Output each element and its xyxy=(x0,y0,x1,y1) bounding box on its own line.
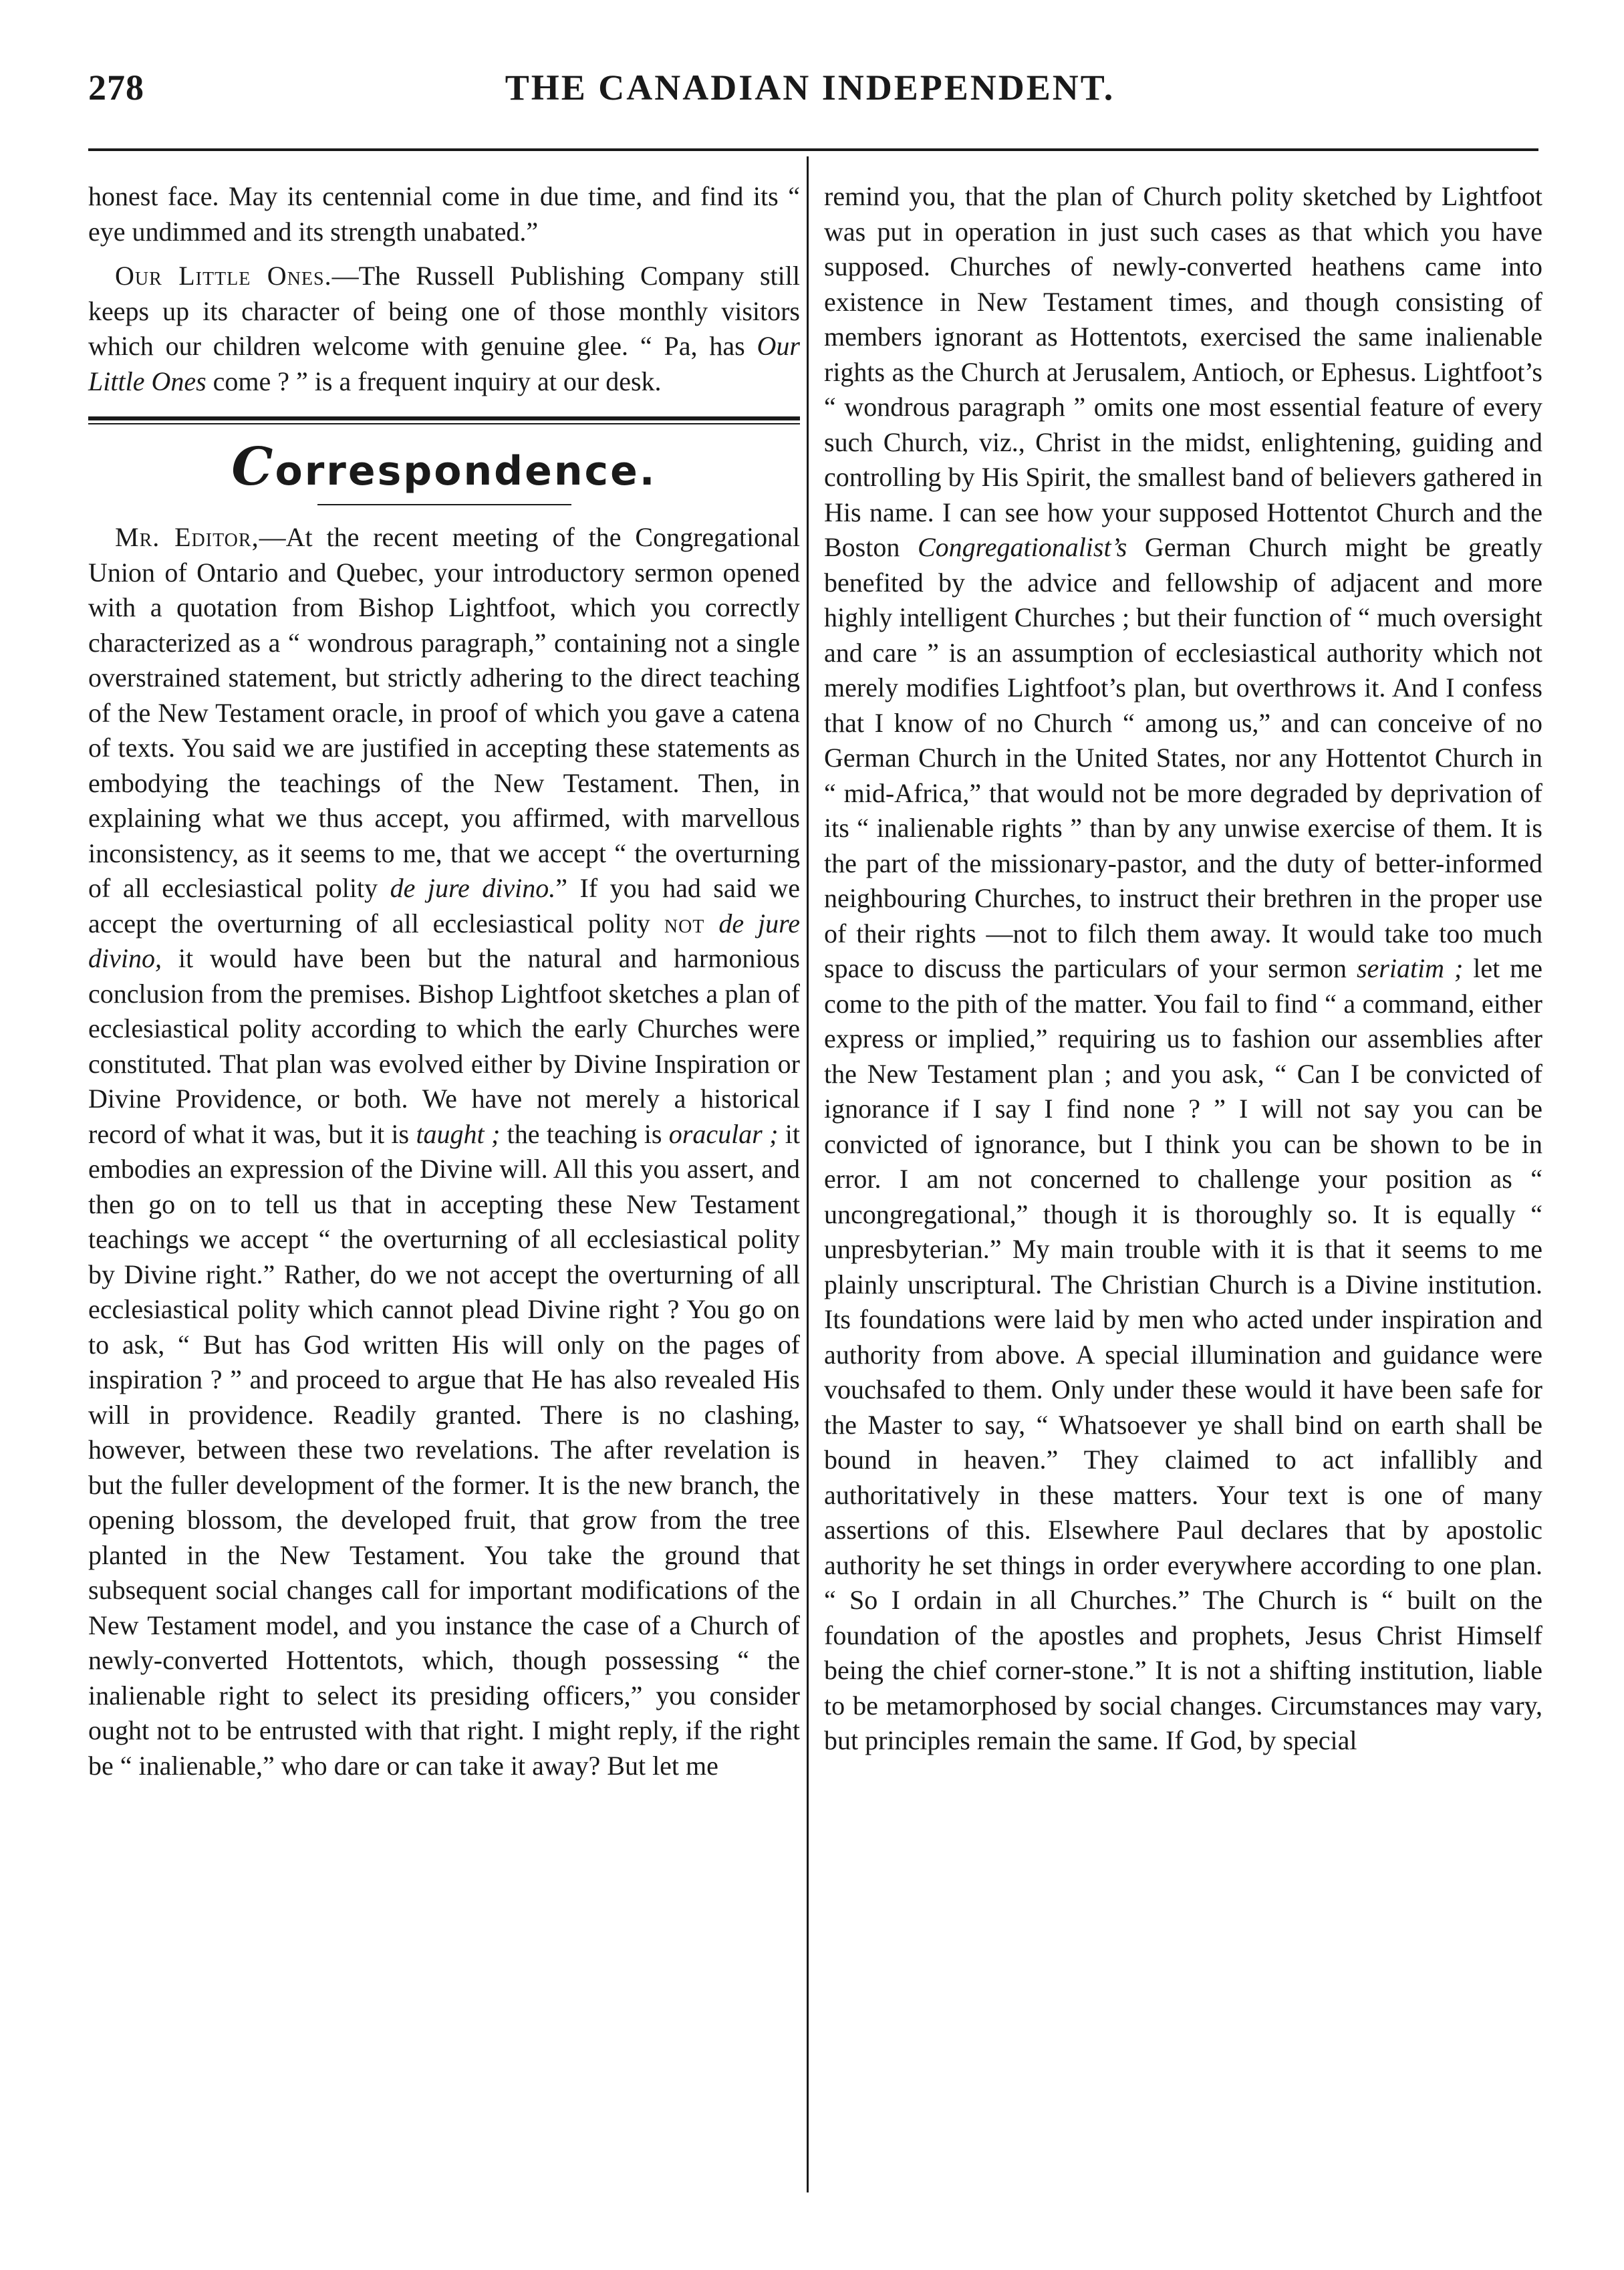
paragraph-magazine-note: honest face. May its centennial come in due time, and find its “ eye undimmed and its strength unabated.” xyxy=(88,181,800,247)
header-rule xyxy=(88,148,1538,151)
section-rule-thin xyxy=(88,423,800,424)
salutation: Mr. Editor, xyxy=(115,522,259,552)
page-number: 278 xyxy=(88,68,144,108)
right-column xyxy=(824,179,1542,1759)
running-title: THE CANADIAN INDEPENDENT. xyxy=(505,68,1115,108)
paragraph-our-little-ones: Our Little Ones.—The Russell Publishing Company still keeps up its character of being one of those monthly visitors which our children welcome with genuine glee. “ Pa, has Our Little Ones come ? ” is a frequent inquiry at our desk. xyxy=(88,261,800,396)
left-column xyxy=(88,179,800,1783)
ornate-initial: C xyxy=(231,436,275,497)
letter-body: Mr. Editor,—At the recent meeting of the Congregational Union of Ontario and Quebec, your introductory sermon opened with a quotation from Bishop Lightfoot, which you correctly characterized as a “ wondrous paragraph,” containing not a single overstrained statement, but strictly adhering to the direct teaching of the New Testament oracle, in proof of which you gave a catena of texts. You said we are justified in accepting these statements as embodying the teachings of the New Testament. Then, in explaining what we thus accept, you affirmed, with marvellous inconsistency, as it seems to me, that we accept “ the overturning of all ecclesiastical polity de jure divino.” If you had said we accept the overturning of all ecclesiastical polity not de jure divino, it would have been but the natural and harmonious conclusion from the premises. Bishop Lightfoot sketches a plan of ecclesiastical polity according to which the early Churches were constituted. That plan was evolved either by Divine Inspiration or Divine Providence, or both. We have not merely a historical record of what it was, but it is taught ; the teaching is oracular ; it embodies an expression of the Divine will. All this you assert, and then go on to tell us that in accepting these New Testament teachings we accept “ the overturning of all ecclesiastical polity by Divine right.” Rather, do we not accept the overturning of all ecclesiastical polity which cannot plead Divine right ? You go on to ask, “ But has God written His will only on the pages of inspiration ? ” and proceed to argue that He has also revealed His will in providence. Readily granted. There is no clashing, however, between these two revelations. The after revelation is but the fuller development of the former. It is the new branch, the opening blossom, the developed fruit, that grow from the tree planted in the New Testament. You take the ground that subsequent social changes call for important modifications of the New Testament model, and you instance the case of a Church of newly-converted Hottentots, which, though possessing “ the inalienable right to select its presiding officers,” you consider ought not to be entrusted with that right. I might reply, if the right be “ inalienable,” who dare or can take it away? But let me xyxy=(88,522,801,1781)
run-in-heading: Our Little Ones. xyxy=(115,261,332,291)
section-rule xyxy=(88,416,800,420)
title-underline xyxy=(317,504,571,505)
emphasis-not: not xyxy=(664,908,705,938)
magazine-title: Our Little Ones xyxy=(88,331,800,396)
section-title: Correspondence. xyxy=(231,436,657,497)
letter-continued: remind you, that the plan of Church polity sketched by Lightfoot was put in operation in just such cases as that which you have supposed. Churches of newly-converted heathens came into existence in New Testament times, and though consisting of members ignorant as Hottentots, exercised the same inalienable rights as the Church at Jerusalem, Antioch, or Ephesus. Lightfoot’s “ wondrous paragraph ” omits one most essential feature of every such Church, viz., Christ in the midst, enlightening, guiding and controlling by His Spirit, the smallest band of believers gathered in His name. I can see how your supposed Hottentot Church and the Boston Congregationalist’s German Church might be greatly benefited by the advice and fellowship of adjacent and more highly intelligent Churches ; but their function of “ much oversight and care ” is an assumption of ecclesiastical authority which not merely modifies Lightfoot’s plan, but overthrows it. And I confess that I know of no Church “ among us,” and can conceive of no German Church in the United States, nor any Hottentot Church in “ mid-Africa,” that would not be more degraded by deprivation of its “ inalienable rights ” than by any unwise exercise of them. It is the part of the missionary-pastor, and the duty of better-informed neighbouring Churches, to instruct their brethren in the proper use of their rights —not to filch them away. It would take too much space to discuss the particulars of your sermon seriatim ; let me come to the pith of the matter. You fail to find “ a command, either express or implied,” requiring us to fashion our assemblies after the New Testament plan ; and you ask, “ Can I be convicted of ignorance if I say I find none ? ” I will not say you can be convicted of ignorance, but I think you can be shown to be in error. I am not concerned to challenge your position as “ uncongregational,” though it is thoroughly so. It is equally “ unpresbyterian.” My main trouble with it is that it seems to me plainly unscriptural. The Christian Church is a Divine institution. Its foundations were laid by men who acted under inspiration and authority from above. A special illumination and guidance were vouchsafed to them. Only under these would it have been safe for the Master to say, “ Whatsoever ye shall bind on earth shall be bound in heaven.” They claimed to act infallibly and authoritatively in these matters. Your text is one of many assertions of this. Elsewhere Paul declares that by apostolic authority he set things in order everywhere according to one plan. “ So I ordain in all Churches.” The Church is “ built on the foundation of the apostles and prophets, Jesus Christ Himself being the chief corner-stone.” It is not a shifting institution, liable to be metamorphosed by social changes. Circumstances may vary, but principles remain the same. If God, by special xyxy=(824,181,1543,1755)
column-divider xyxy=(807,156,809,2192)
page-header xyxy=(88,67,1532,127)
